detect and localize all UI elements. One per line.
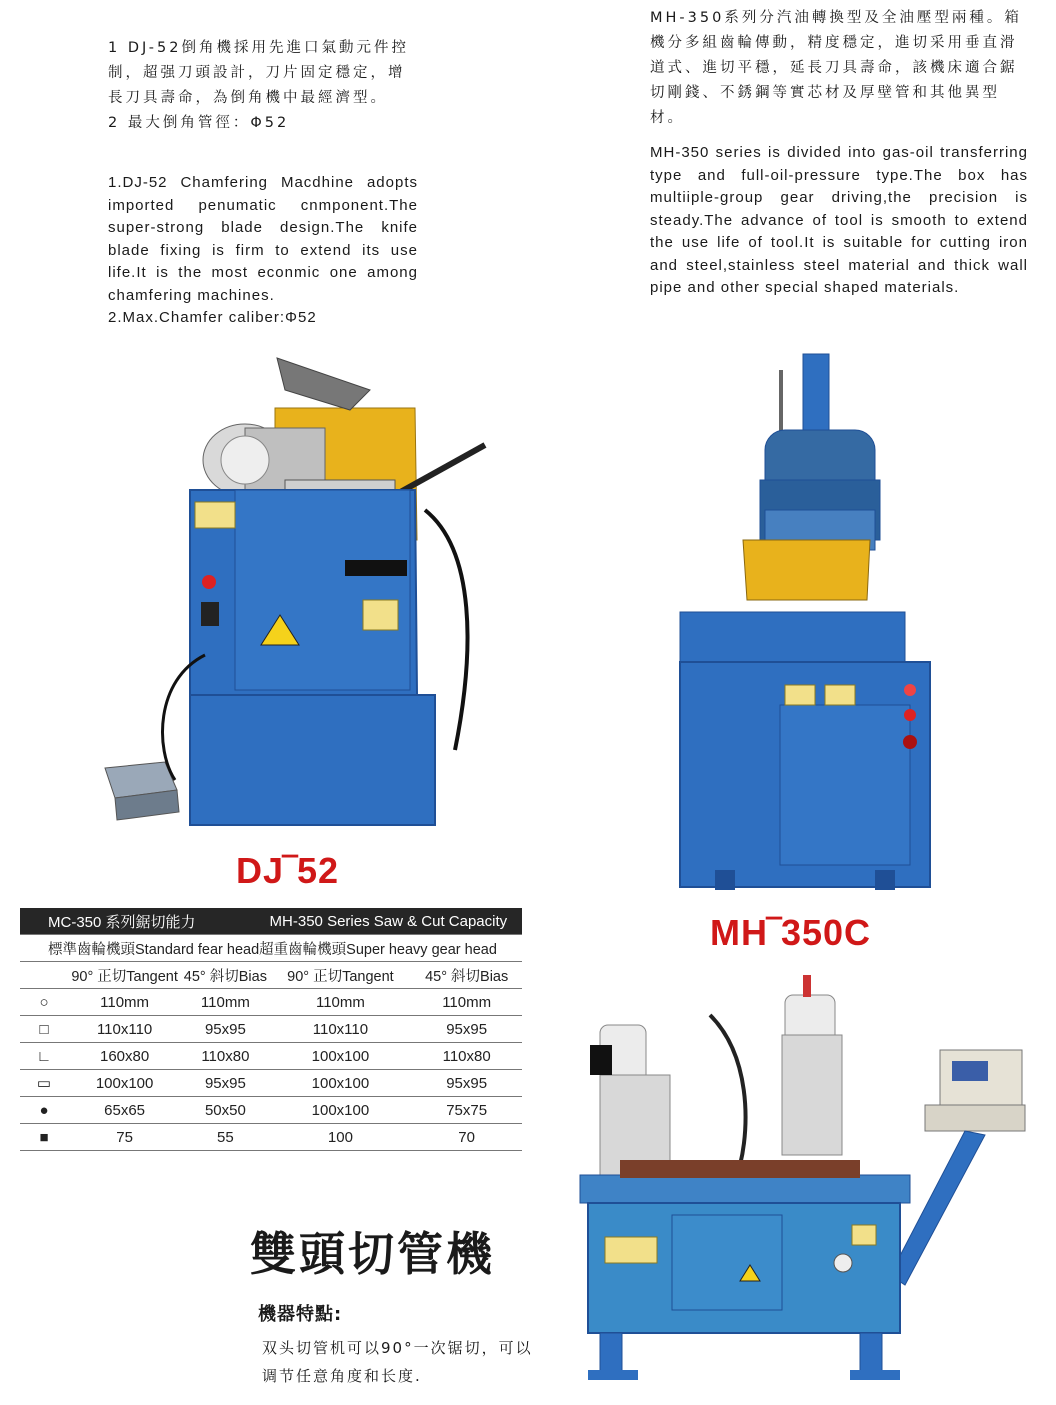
table-cell: 55 [181,1124,269,1151]
table-cell: 95x95 [181,1070,269,1097]
shape-round-icon: ○ [20,989,68,1016]
table-title-row [20,908,522,935]
table-cell: 110mm [270,989,412,1016]
dj52-en-description [108,172,418,330]
column-header: 45° 斜切Bias [411,962,522,989]
table-cell: 70 [411,1124,522,1151]
table-row [20,1070,522,1097]
table-row [20,1043,522,1070]
dj52-model-label: DJ‾52 [236,850,340,891]
table-head-types-row [20,935,522,962]
dj52-cn-line2: 2 最大倒角管徑：Φ52 [108,115,290,131]
table-cell: 110mm [411,989,522,1016]
table-title-en: MH-350 Series Saw & Cut Capacity [270,908,522,935]
double-head-machine-image [560,975,1030,1385]
table-cell: 110x110 [270,1016,412,1043]
mh350-en-text: MH-350 series is divided into gas-oil transferring type and full-oil-pressure type.The box has multiiple-group gear driving,the precision is steady.The advance of tool is smooth to extend the use life of tool.It is suitable for cutting iron and steel,stainless steel material and thick wall pipe and other special shaped materials. [650,144,1028,296]
shape-solid-round-icon: ● [20,1097,68,1124]
table-cell: 100 [270,1124,412,1151]
features-heading: 機器特點: [258,1304,343,1325]
shape-square-icon: □ [20,1016,68,1043]
table-cell: 110mm [68,989,181,1016]
table-cell: 65x65 [68,1097,181,1124]
table-cell: 75x75 [411,1097,522,1124]
column-header: 45° 斜切Bias [181,962,269,989]
table-cell: 95x95 [411,1070,522,1097]
table-cell: 160x80 [68,1043,181,1070]
table-cell: 75 [68,1124,181,1151]
table-columns-row [20,962,522,989]
dj52-cn-description [108,36,420,136]
table-cell: 110x80 [411,1043,522,1070]
column-header: 90° 正切Tangent [270,962,412,989]
table-cell: 95x95 [181,1016,269,1043]
table-head-types: 標準齒輪機頭Standard fear head超重齒輪機頭Super heavy gear head [20,935,522,962]
mh350-cn-text: MH-350系列分汽油轉換型及全油壓型兩種。箱機分多組齒輪傳動，精度穩定，進切采用垂直滑道式、進切平穩，延長刀具壽命，該機床適合鋸切剛錢、不銹鋼等實芯材及厚壁管和其他異型材。 [650,10,1022,126]
table-cell: 100x100 [270,1070,412,1097]
table-title-cn: MC-350 系列鋸切能力 [20,908,270,935]
column-header: 90° 正切Tangent [68,962,181,989]
table-cell: 110x80 [181,1043,269,1070]
dj52-machine-image [95,350,495,830]
table-row [20,1124,522,1151]
table-cell: 50x50 [181,1097,269,1124]
mh350c-model-label: MH‾350C [710,912,872,953]
table-row [20,1016,522,1043]
table-row [20,1097,522,1124]
mh350-cn-description [650,6,1028,131]
dj52-en-line2: 2.Max.Chamfer caliber:Φ52 [108,309,317,326]
shape-rectangle-icon: ▭ [20,1070,68,1097]
table-row [20,989,522,1016]
dj52-en-line1: 1.DJ-52 Chamfering Macdhine adopts imported penumatic cnmponent.The super-strong blade design.The knife blade fixing is firm to extend its use life.It is the most econmic one among chamfering machines. [108,174,418,304]
table-cell: 100x100 [68,1070,181,1097]
table-cell: 100x100 [270,1043,412,1070]
features-text: 双头切管机可以90°一次锯切，可以调节任意角度和长度. [262,1339,533,1385]
saw-capacity-table [20,908,522,1151]
table-cell: 95x95 [411,1016,522,1043]
shape-angle-icon: ∟ [20,1043,68,1070]
table-cell: 110mm [181,989,269,1016]
mh350-en-description [650,142,1028,300]
shape-solid-square-icon: ■ [20,1124,68,1151]
table-cell: 110x110 [68,1016,181,1043]
table-cell: 100x100 [270,1097,412,1124]
mh350c-machine-image [675,350,945,895]
double-head-title: 雙頭切管機 [250,1227,495,1281]
dj52-cn-line1: 1 DJ-52倒角機採用先進口氣動元件控制，超强刀頭設計，刀片固定穩定，增長刀具壽命，為倒角機中最經濟型。 [108,40,409,106]
